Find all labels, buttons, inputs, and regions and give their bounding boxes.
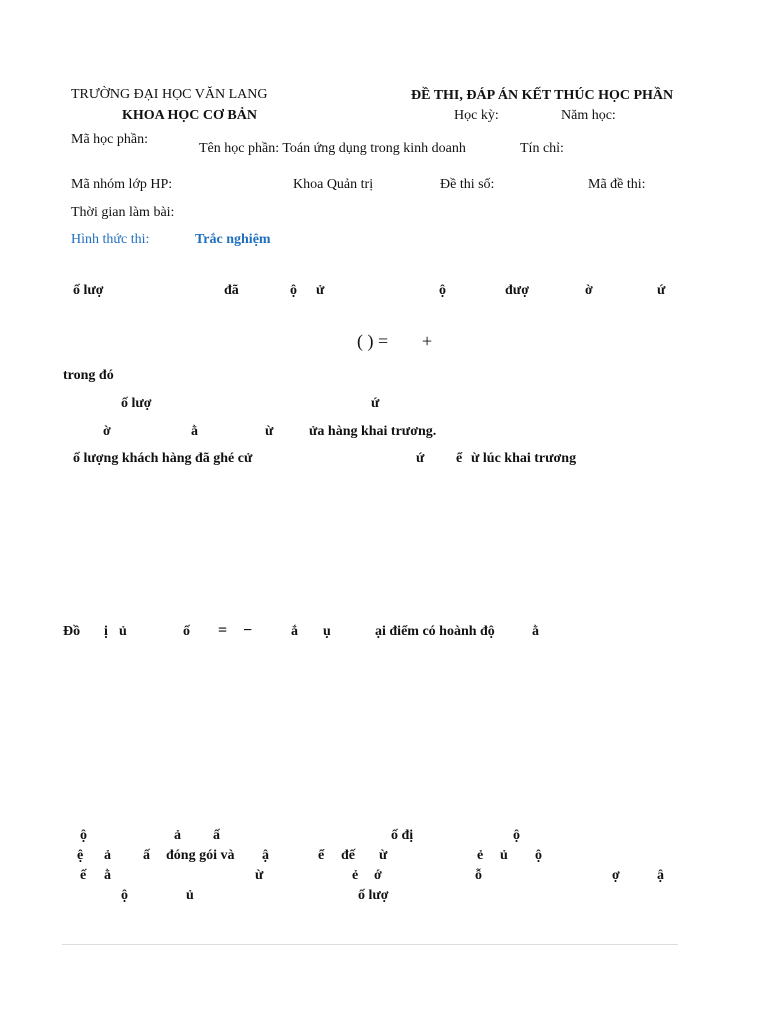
text-fragment: ậ (657, 868, 664, 883)
text-fragment: ằ (104, 868, 111, 883)
text-fragment: ắ (291, 624, 298, 639)
course-name-label: Tên học phần: Toán ứng dụng trong kinh doanh (199, 141, 466, 156)
equation-plus: + (422, 331, 433, 351)
class-group-label: Mã nhóm lớp HP: (71, 177, 173, 192)
text-fragment: ố (183, 624, 190, 639)
text-fragment: ử (316, 283, 325, 298)
text-fragment: ẻ (477, 848, 484, 863)
course-code-label: Mã học phần: (71, 132, 148, 147)
text-fragment: đóng gói và (166, 848, 235, 863)
text-fragment: Đồ (63, 624, 81, 639)
text-fragment: ể (318, 848, 325, 863)
text-fragment: ủ (500, 848, 508, 863)
text-fragment: đượ (505, 283, 529, 298)
duration-label: Thời gian làm bài: (71, 205, 175, 220)
text-fragment: = (218, 622, 228, 639)
text-fragment: ộ (290, 283, 297, 298)
year-label: Năm học: (561, 108, 616, 123)
text-fragment: − (243, 622, 253, 639)
text-fragment: ừ (265, 424, 274, 439)
text-fragment: ẻ (352, 868, 359, 883)
text-fragment: ố lượ (121, 396, 152, 411)
text-fragment: ừ (255, 868, 264, 883)
text-fragment: ậ (262, 848, 269, 863)
text-fragment: ộ (439, 283, 446, 298)
semester-label: Học kỳ: (454, 108, 499, 123)
text-fragment: ộ (513, 828, 520, 843)
text-fragment: ứ (657, 283, 666, 298)
exam-form-value: Trắc nghiệm (195, 232, 271, 247)
text-fragment: ợ (612, 868, 620, 883)
text-fragment: ộ (535, 848, 542, 863)
text-fragment: ộ (121, 888, 128, 903)
text-fragment: ứ (416, 451, 425, 466)
text-fragment: ấ (213, 828, 220, 843)
text-fragment: đế (341, 848, 355, 863)
text-fragment: ả (174, 828, 181, 843)
text-fragment: ại điểm có hoành độ (375, 624, 495, 639)
text-fragment: ờ (585, 283, 593, 298)
text-fragment: đã (224, 283, 239, 298)
text-fragment: ố lượ (358, 888, 389, 903)
text-fragment: ể (456, 451, 463, 466)
text-fragment: ằ (191, 424, 198, 439)
text-fragment: ố lượng khách hàng đã ghé cử (73, 451, 253, 466)
text-fragment: ớ (374, 868, 382, 883)
text-fragment: ụ (323, 624, 331, 639)
text-fragment: ờ (103, 424, 111, 439)
equation-lhs: ( ) = (357, 331, 389, 351)
exam-code-label: Mã đề thi: (588, 177, 646, 192)
text-fragment: ửa hàng khai trương. (309, 424, 437, 439)
text-fragment: ị (104, 624, 108, 639)
text-fragment: ấ (143, 848, 150, 863)
faculty-name: KHOA HỌC CƠ BẢN (122, 108, 257, 123)
text-fragment: ừ (379, 848, 388, 863)
credits-label: Tín chỉ: (520, 141, 564, 156)
text-fragment: ệ (77, 848, 84, 863)
text-fragment: ố đị (391, 828, 414, 843)
school-name: TRƯỜNG ĐẠI HỌC VĂN LANG (71, 87, 268, 102)
text-fragment: ả (104, 848, 111, 863)
text-fragment: ộ (80, 828, 87, 843)
text-fragment: ủ (186, 888, 194, 903)
exam-title: ĐỀ THI, ĐÁP ÁN KẾT THÚC HỌC PHẦN (411, 88, 674, 103)
text-fragment: ủ (119, 624, 127, 639)
exam-number-label: Đề thi số: (440, 177, 495, 192)
text-fragment: ứ (371, 396, 380, 411)
text-fragment: ằ (532, 624, 539, 639)
text-fragment: ố lượ (73, 283, 104, 298)
text-fragment: ỗ (475, 868, 482, 883)
text-fragment: ừ lúc khai trương (471, 451, 577, 466)
trong-do-label: trong đó (63, 368, 114, 383)
text-fragment: ế (80, 868, 87, 883)
exam-form-label: Hình thức thi: (71, 232, 150, 247)
page-divider (62, 944, 678, 945)
department-name: Khoa Quản trị (293, 177, 374, 192)
